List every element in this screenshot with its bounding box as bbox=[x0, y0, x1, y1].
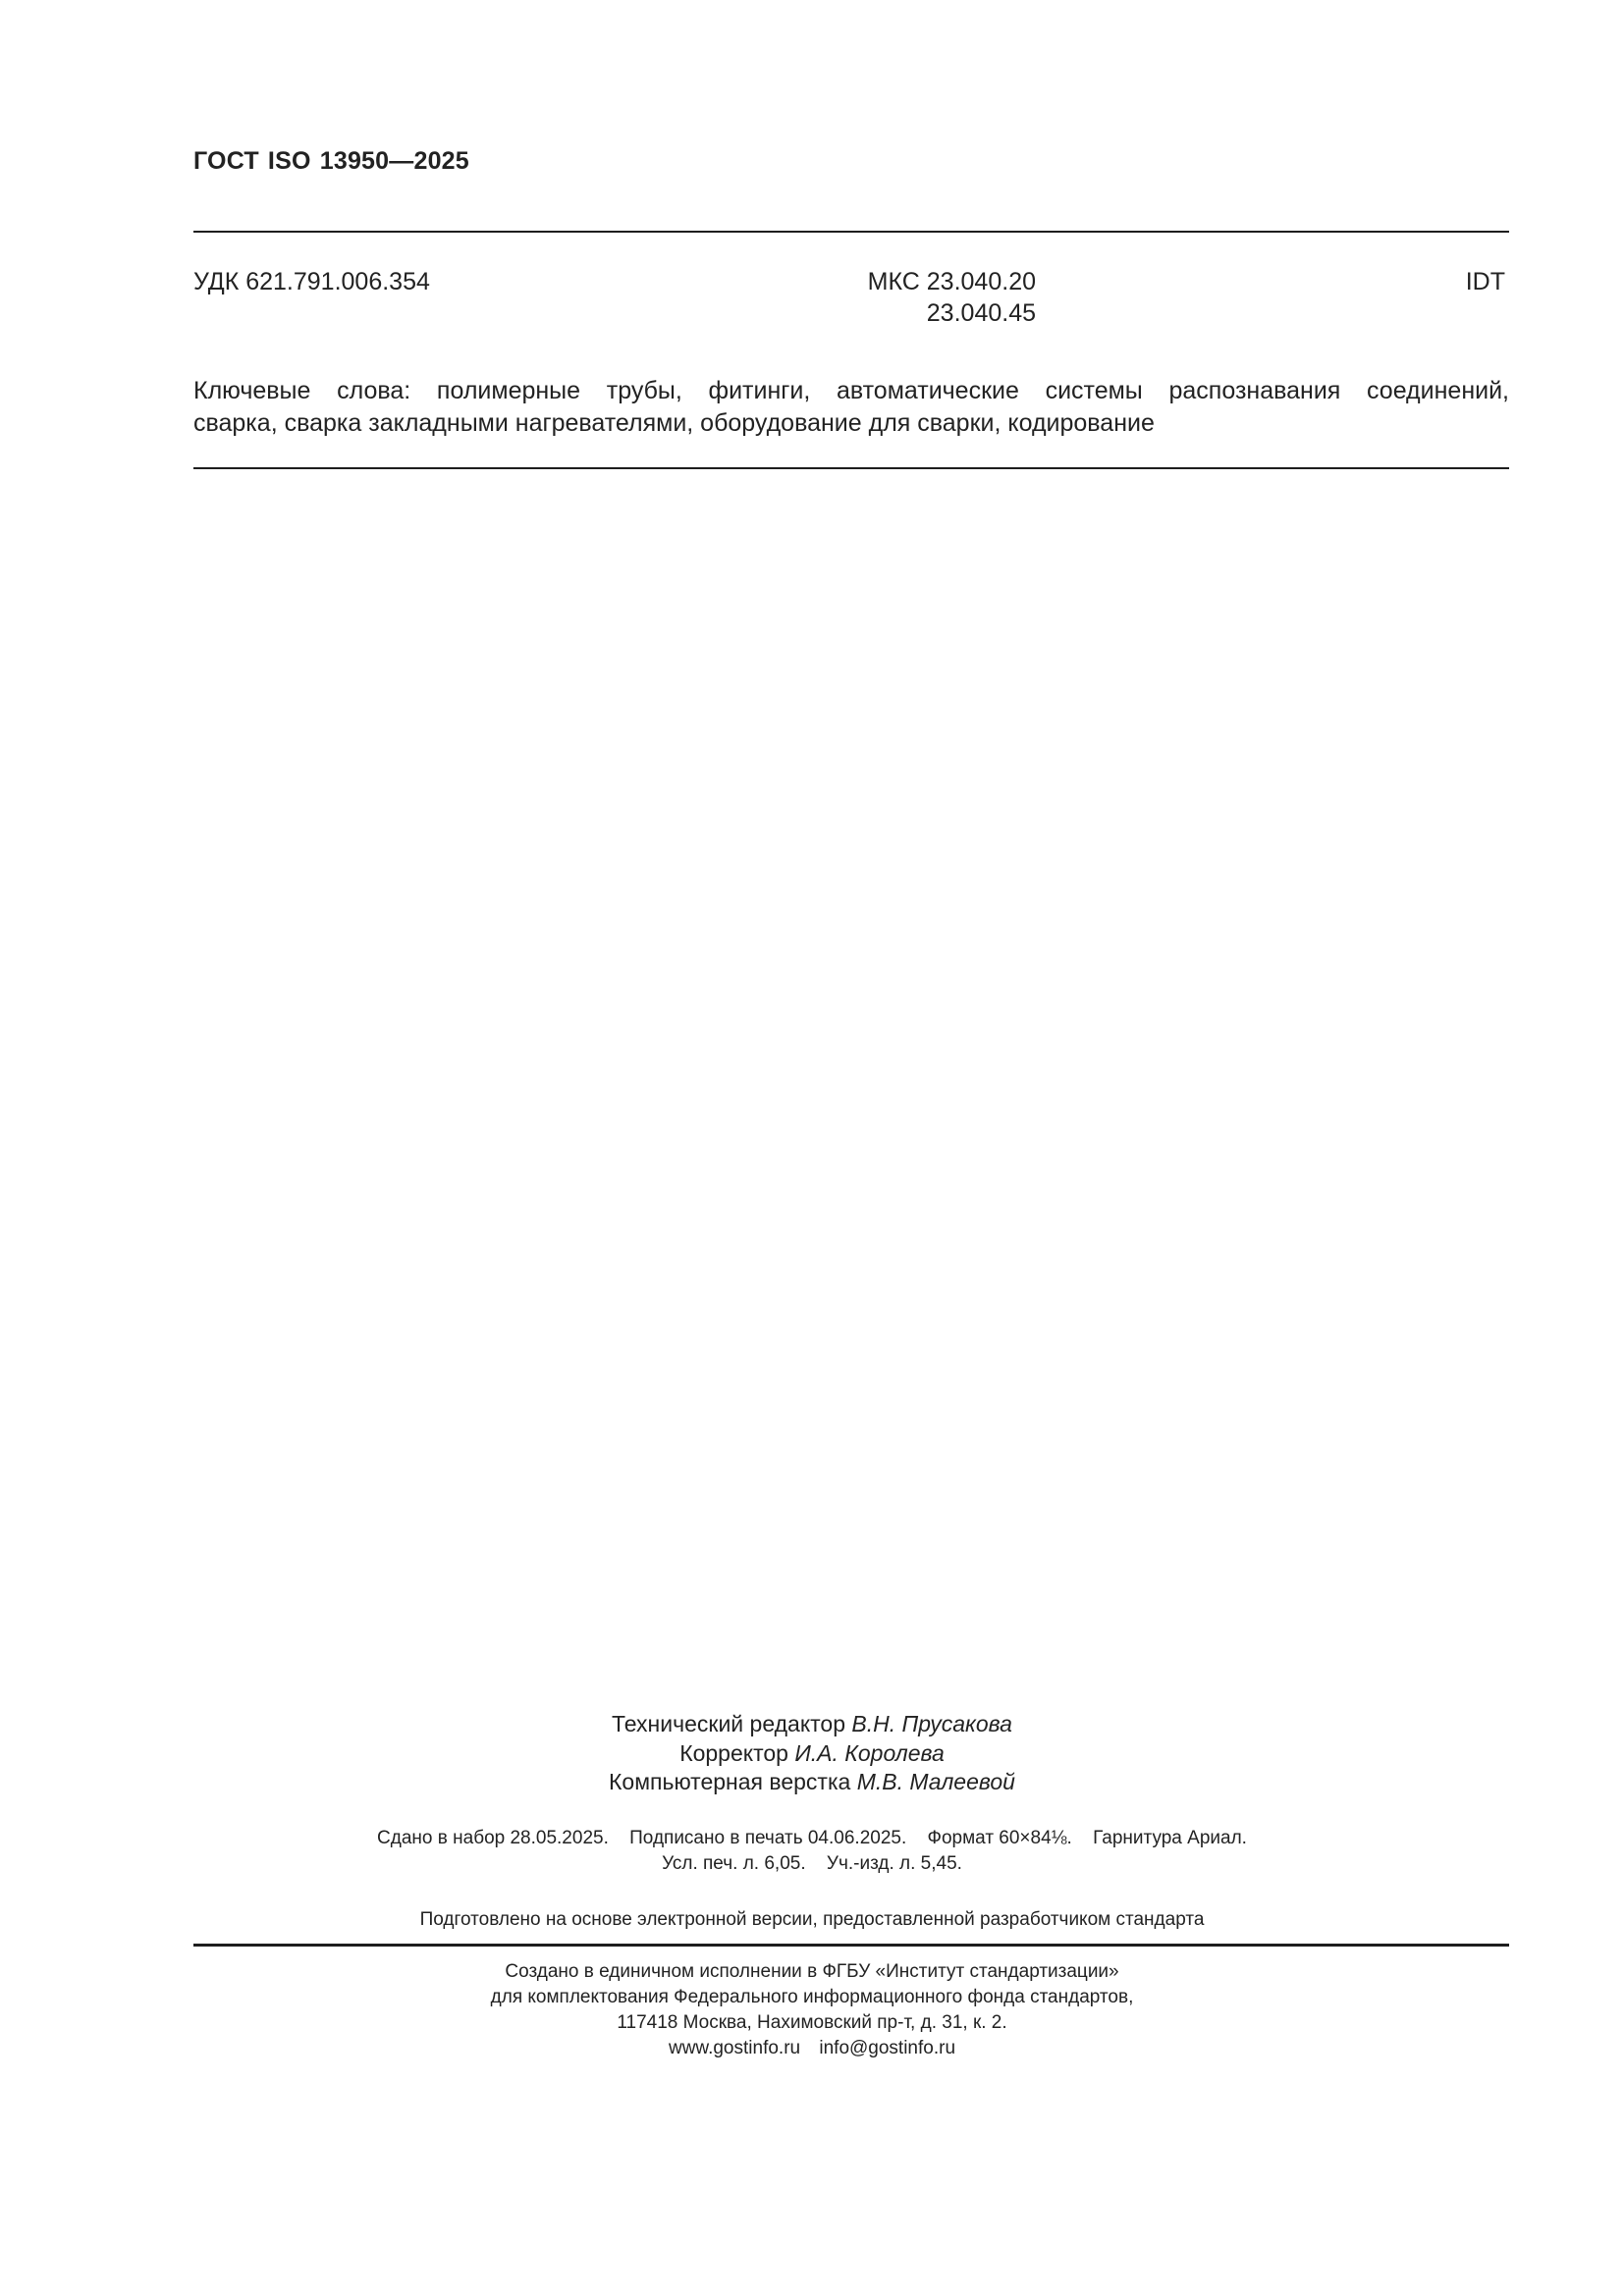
keywords bbox=[193, 375, 1509, 440]
credit-person: И.А. Королева bbox=[794, 1739, 945, 1766]
equivalence-degree: IDT bbox=[1465, 268, 1505, 295]
prepared-note: Подготовлено на основе электронной версии, предоставленной разработчиком стандарта bbox=[419, 1909, 1205, 1930]
document-code: ГОСТ ISO 13950—2025 bbox=[193, 147, 469, 175]
publisher-footer bbox=[0, 1959, 1624, 2061]
signed-date: Подписано в печать 04.06.2025. bbox=[629, 1828, 907, 1848]
mks-code-primary: МКС 23.040.20 bbox=[867, 268, 1036, 295]
keywords-line-2: сварка, сварка закладными нагревателями, оборудование для сварки, кодирование bbox=[193, 409, 1155, 437]
submitted-date: Сдано в набор 28.05.2025. bbox=[377, 1828, 609, 1848]
paper-format: Формат 60×84⅛. bbox=[927, 1828, 1072, 1848]
credit-person: М.В. Малеевой bbox=[856, 1769, 1015, 1794]
website-link[interactable]: www.gostinfo.ru bbox=[668, 2038, 801, 2058]
credit-proofreader bbox=[0, 1739, 1624, 1769]
footer-address: 117418 Москва, Нахимовский пр-т, д. 31, к. 2. bbox=[617, 2012, 1007, 2033]
print-info-line-1 bbox=[0, 1826, 1624, 1851]
conventional-sheets: Усл. печ. л. 6,05. bbox=[662, 1853, 806, 1874]
keywords-divider bbox=[193, 467, 1509, 469]
keywords-line-1: Ключевые слова: полимерные трубы, фитинги, автоматические системы распознавания соединений, bbox=[193, 377, 1509, 404]
publishing-sheets: Уч.-изд. л. 5,45. bbox=[826, 1853, 962, 1874]
footer-line-1: Создано в единичном исполнении в ФГБУ «Институт стандартизации» bbox=[505, 1961, 1119, 1982]
credit-technical-editor bbox=[0, 1710, 1624, 1739]
credit-role: Корректор bbox=[679, 1739, 788, 1766]
top-divider bbox=[193, 231, 1509, 233]
mks-codes bbox=[851, 266, 1036, 329]
footer-contacts bbox=[0, 2036, 1624, 2061]
footer-line-2: для комплектования Федерального информационного фонда стандартов, bbox=[490, 1987, 1134, 2007]
mks-code-secondary: 23.040.45 bbox=[926, 299, 1036, 327]
credit-person: В.Н. Прусакова bbox=[851, 1711, 1012, 1736]
email-link[interactable]: info@gostinfo.ru bbox=[819, 2038, 956, 2058]
footer-divider bbox=[193, 1944, 1509, 1947]
typeface: Гарнитура Ариал. bbox=[1093, 1828, 1247, 1848]
credit-role: Технический редактор bbox=[612, 1711, 846, 1736]
credit-role: Компьютерная верстка bbox=[609, 1769, 851, 1794]
editorial-credits bbox=[0, 1710, 1624, 1797]
print-info bbox=[0, 1826, 1624, 1877]
credit-layout bbox=[0, 1768, 1624, 1797]
udk-code: УДК 621.791.006.354 bbox=[193, 268, 430, 295]
print-info-line-2 bbox=[0, 1851, 1624, 1877]
